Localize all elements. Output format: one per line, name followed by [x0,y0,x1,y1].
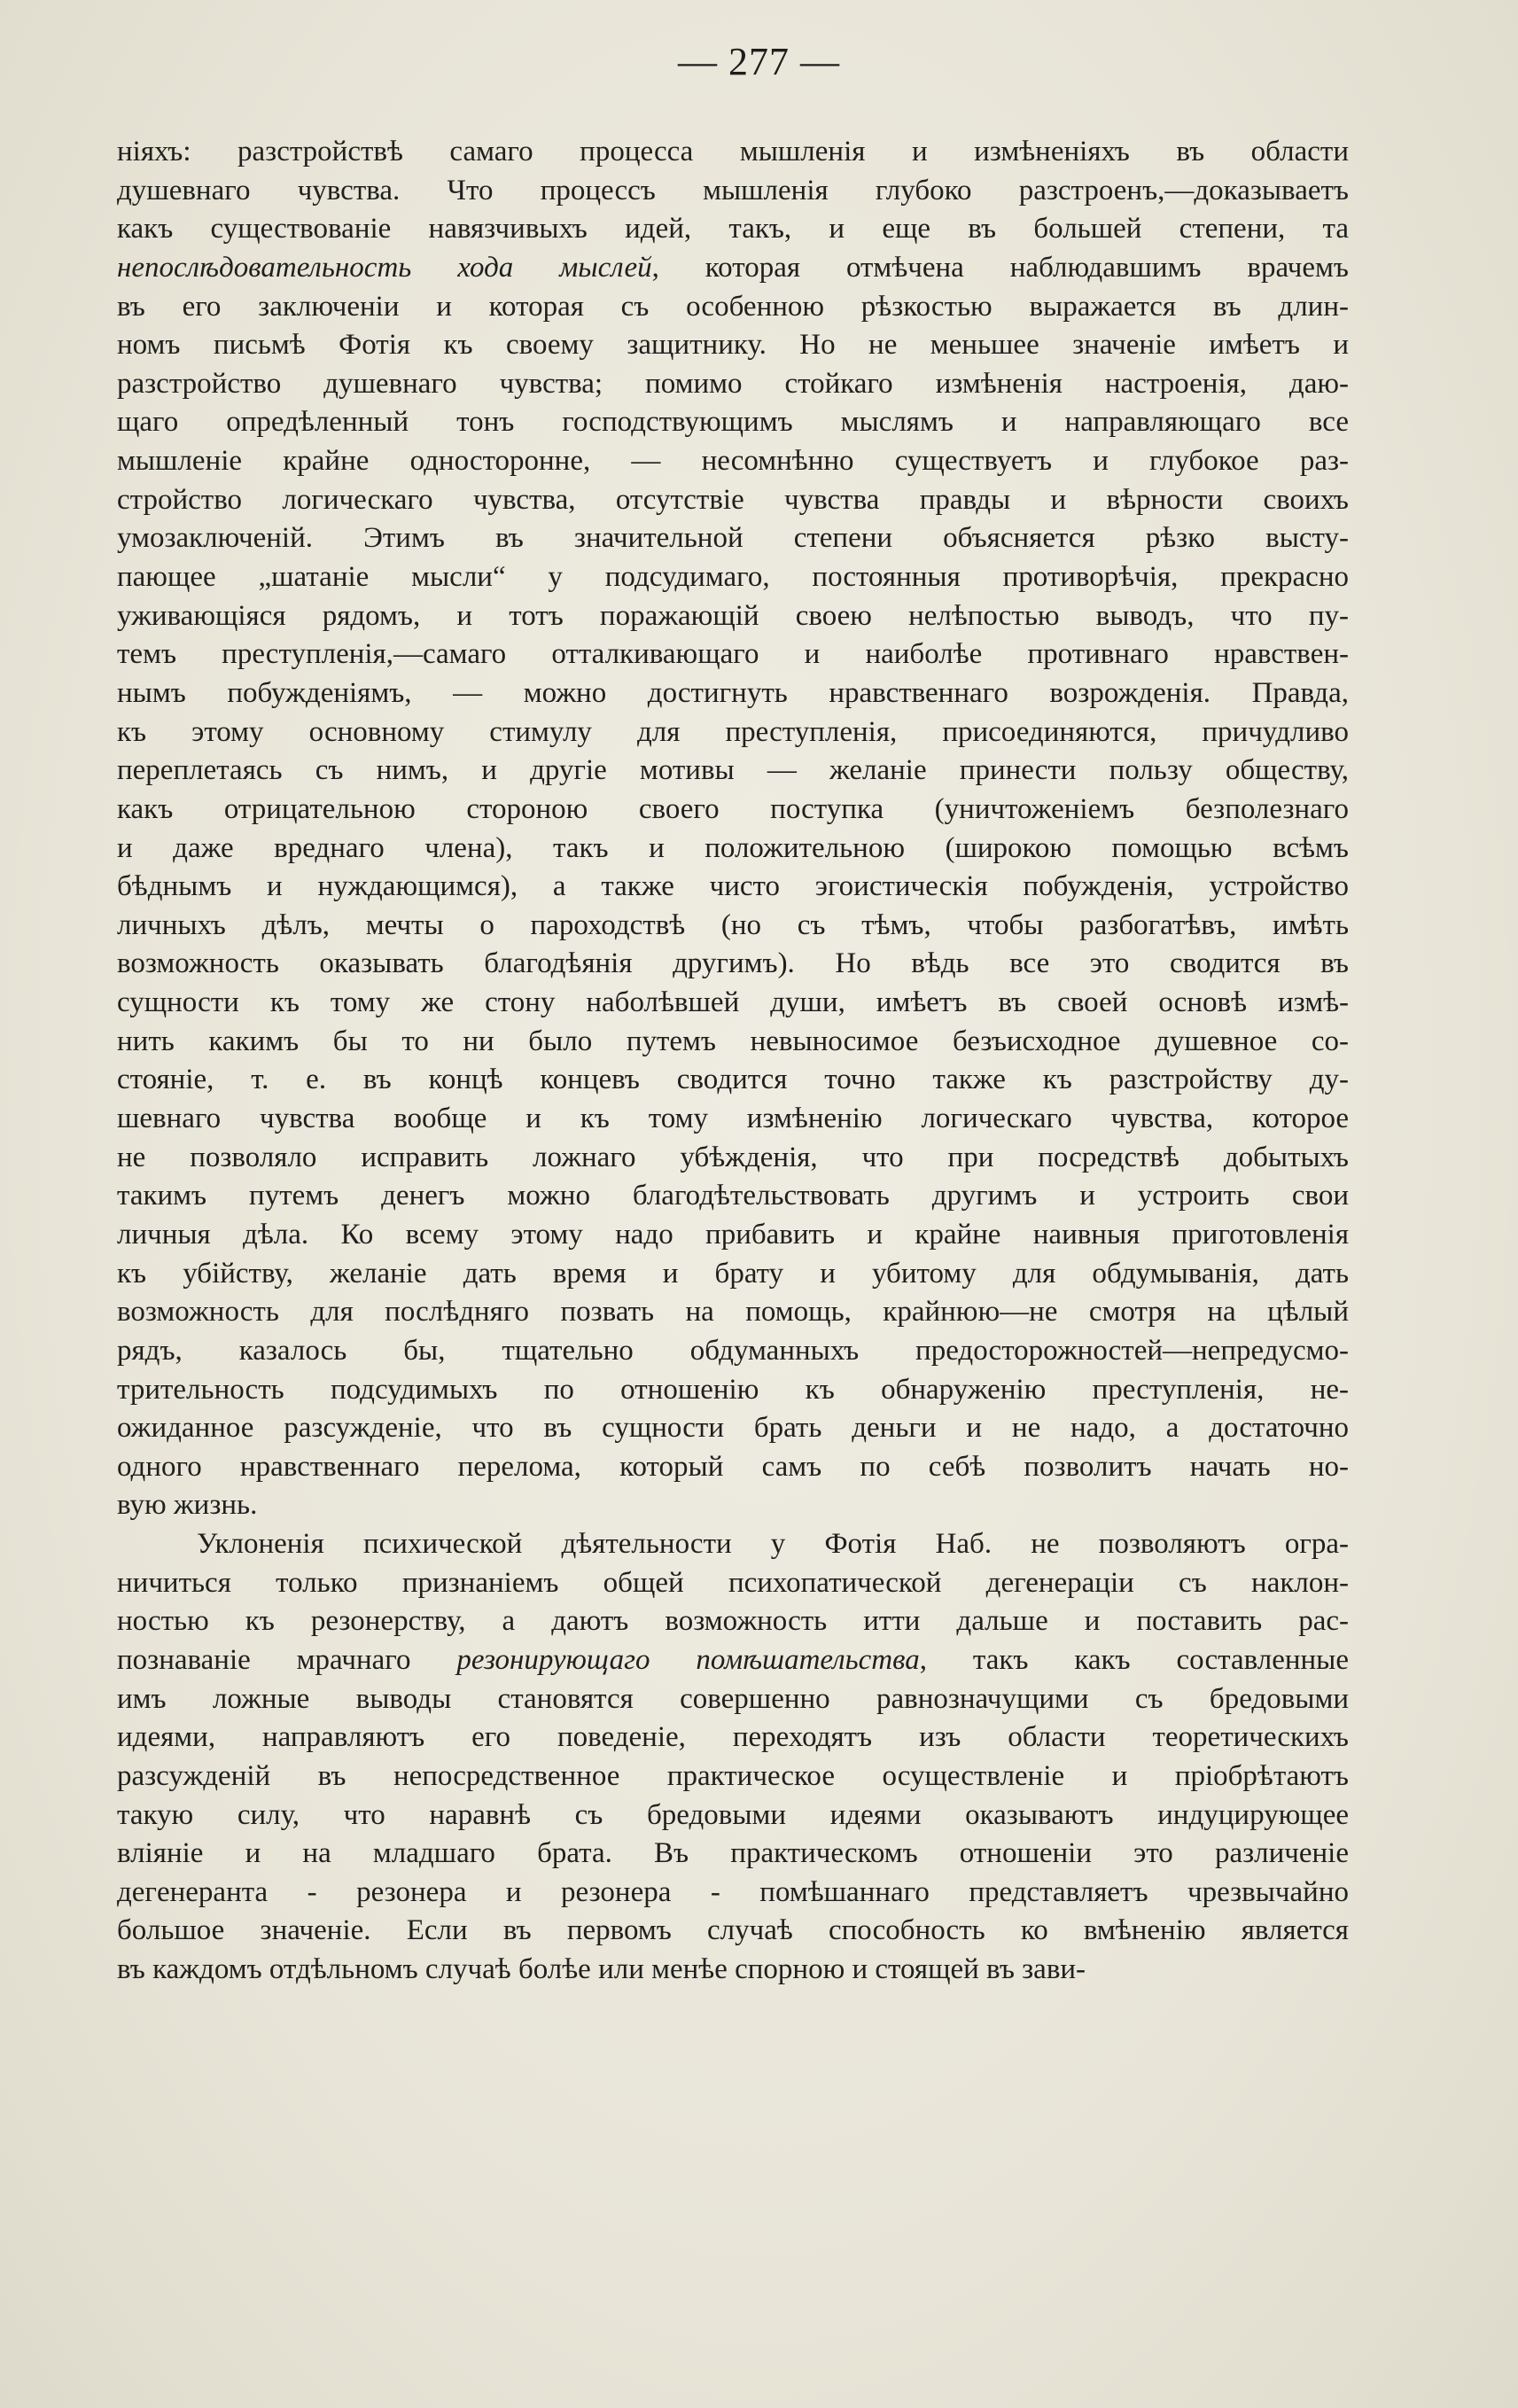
text-line: идеями, направляютъ его поведеніе, переходятъ изъ области теоретическихъ [117,1721,1349,1754]
text-line: познаваніе мрачнаго резонирующаго помѣшательства, такъ какъ составленные [117,1643,1349,1676]
text-line: стояніе, т. е. въ концѣ концевъ сводится точно также къ разстройству ду- [117,1064,1349,1096]
text-line: большое значеніе. Если въ первомъ случаѣ способность ко вмѣненію является [117,1914,1349,1947]
text-line: сущности къ тому же стону наболѣвшей души, имѣетъ въ своей основѣ измѣ- [117,986,1349,1019]
text-line: умозаключеній. Этимъ въ значительной степени объясняется рѣзко высту- [117,522,1349,555]
text-line: вліяніе и на младшаго брата. Въ практическомъ отношеніи это различеніе [117,1837,1349,1870]
text-line: непослѣдовательность хода мыслей, которая отмѣчена наблюдавшимъ врачемъ [117,251,1349,284]
text-line: одного нравственнаго перелома, который самъ по себѣ позволитъ начать но- [117,1450,1349,1483]
text-line: рядъ, казалось бы, тщательно обдуманныхъ предосторожностей—непредусмо- [117,1334,1349,1367]
text-line: такимъ путемъ денегъ можно благодѣтельствовать другимъ и устроить свои [117,1180,1349,1212]
text-line: номъ письмѣ Фотія къ своему защитнику. Но не меньшее значеніе имѣетъ и [117,329,1349,362]
text-line: не позволяло исправить ложнаго убѣжденія, что при посредствѣ добытыхъ [117,1141,1349,1173]
text-line: къ этому основному стимулу для преступленія, присоединяются, причудливо [117,715,1349,748]
text-line: ожиданное разсужденіе, что въ сущности брать деньги и не надо, а достаточно [117,1412,1349,1445]
page-number: — 277 — [678,40,840,83]
text-line: шевнаго чувства вообще и къ тому измѣненію логическаго чувства, которое [117,1103,1349,1135]
body-text [117,133,1349,1990]
emphasized-phrase: непослѣдовательность хода мыслей [117,251,652,284]
text-line: трительность подсудимыхъ по отношенію къ обнаруженію преступленія, не- [117,1373,1349,1406]
text-line: вую жизнь. [117,1489,258,1522]
text-line: разстройство душевнаго чувства; помимо стойкаго измѣненія настроенія, даю- [117,367,1349,400]
text-line: дегeнеранта - резонера и резонера - помѣшаннаго представляетъ чрезвычайно [117,1875,1349,1908]
text-line: пающее „шатаніе мысли“ у подсудимаго, постоянныя противорѣчія, прекрасно [117,561,1349,594]
text-line: бѣднымъ и нуждающимся), а также чисто эгоистическія побужденія, устройство [117,870,1349,903]
text-line: ностью къ резонерству, а даютъ возможность итти дальше и поставить рас- [117,1605,1349,1638]
text-line: въ каждомъ отдѣльномъ случаѣ болѣе или менѣе спорною и стоящей въ зави- [117,1953,1086,1986]
text-line: ніяхъ: разстройствѣ самаго процесса мышленія и измѣненіяхъ въ области [117,136,1349,168]
text-line: возможность оказывать благодѣянія другимъ). Но вѣдь все это сводится въ [117,947,1349,980]
text-line: нить какимъ бы то ни было путемъ невыносимое безъисходное душевное со- [117,1025,1349,1057]
text-line: личныя дѣла. Ко всему этому надо прибавить и крайне наивныя приготовленія [117,1218,1349,1251]
text-line: имъ ложные выводы становятся совершенно равнозначущими съ бредовыми [117,1682,1349,1715]
text-line: личныхъ дѣлъ, мечты о пароходствѣ (но съ тѣмъ, чтобы разбогатѣвъ, имѣть [117,908,1349,941]
text-line: разсужденій въ непосредственное практическое осуществленіе и пріобрѣтаютъ [117,1759,1349,1792]
text-line: мышленіе крайне односторонне, — несомнѣнно существуетъ и глубокое раз- [117,445,1349,478]
text-line: переплетаясь съ нимъ, и другіе мотивы — желаніе принести пользу обществу, [117,754,1349,787]
text-line: такую силу, что наравнѣ съ бредовыми идеями оказываютъ индуцирующее [117,1798,1349,1831]
paragraph-1 [117,133,1349,1525]
text-line: ничиться только признаніемъ общей психопатической дегенераціи съ наклон- [117,1566,1349,1599]
text-line: Уклоненія психической дѣятельности у Фотія Наб. не позволяютъ огра- [197,1528,1349,1561]
text-line: душевнаго чувства. Что процессъ мышленія глубоко разстроенъ,—доказываетъ [117,174,1349,207]
text-line: уживающіяся рядомъ, и тотъ поражающій своею нелѣпостью выводъ, что пу- [117,599,1349,632]
text-line: въ его заключеніи и которая съ особенною рѣзкостью выражается въ длин- [117,290,1349,323]
text-line: щаго опредѣленный тонъ господствующимъ мыслямъ и направляющаго все [117,406,1349,439]
text-line: и даже вреднаго члена), такъ и положительною (широкою помощью всѣмъ [117,831,1349,864]
text-line: возможность для послѣдняго позвать на помощь, крайнюю—не смотря на цѣлый [117,1296,1349,1329]
emphasized-phrase: резонирующаго помѣшательства [456,1643,920,1676]
text-line: стройство логическаго чувства, отсутствіе чувства правды и вѣрности своихъ [117,483,1349,516]
text-line: какъ отрицательною стороною своего поступка (уничтоженіемъ безполезнаго [117,792,1349,825]
text-line: темъ преступленія,—самаго отталкивающаго и наиболѣе противнаго нравствен- [117,638,1349,671]
paragraph-2 [117,1525,1349,1990]
text-line: нымъ побужденіямъ, — можно достигнуть нравственнаго возрожденія. Правда, [117,676,1349,709]
text-line: къ убійству, желаніе дать время и брату и убитому для обдумыванія, дать [117,1257,1349,1290]
text-line: какъ существованіе навязчивыхъ идей, такъ, и еще въ большей степени, та [117,213,1349,245]
